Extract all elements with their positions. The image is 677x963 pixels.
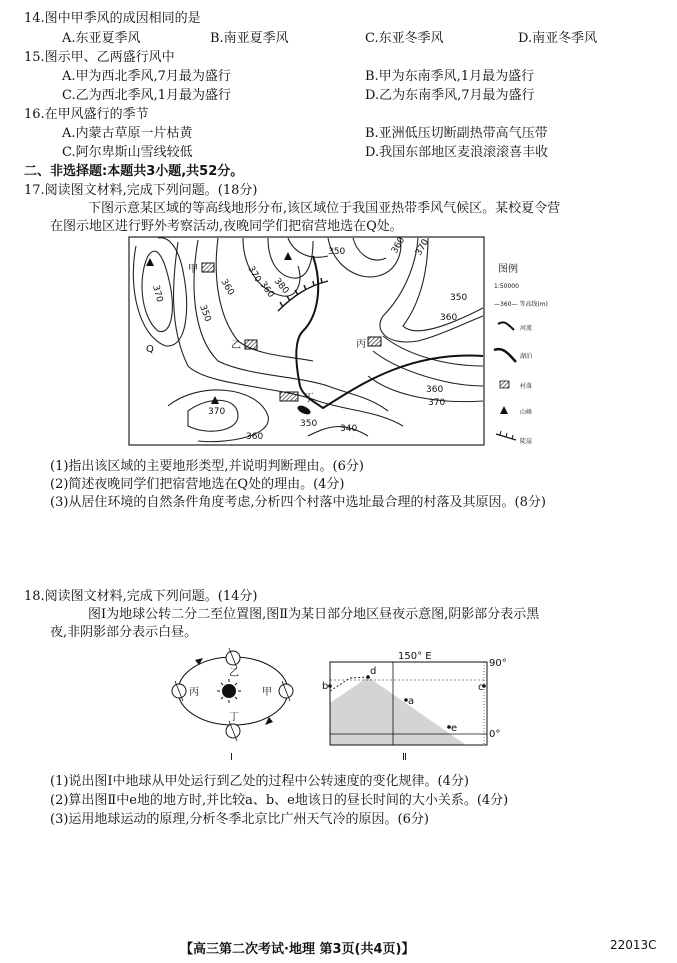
fig2-point-b: b bbox=[322, 681, 329, 692]
svg-text:350: 350 bbox=[197, 303, 213, 324]
orbit-label-ding: 丁 bbox=[229, 712, 239, 723]
legend-scale: 1:50000 bbox=[494, 283, 519, 290]
q17-intro-line1: 下图示意某区域的等高线地形分布,该区域位于我国亚热带季风气候区。某校夏令营 bbox=[88, 201, 561, 216]
q14-option-c: C.东亚冬季风 bbox=[365, 31, 444, 46]
contour-map bbox=[128, 236, 548, 448]
svg-text:360: 360 bbox=[246, 432, 264, 442]
q15-option-c: C.乙为西北季风,1月最为盛行 bbox=[62, 88, 232, 103]
legend-lake: 湖泊 bbox=[520, 353, 533, 360]
q15-option-a: A.甲为西北季风,7月最为盛行 bbox=[62, 69, 231, 84]
svg-text:350: 350 bbox=[328, 247, 346, 257]
q14-stem: 14.图中甲季风的成因相同的是 bbox=[24, 11, 201, 26]
legend-peak: 山峰 bbox=[520, 409, 533, 416]
map-label-ding: 丁 bbox=[304, 393, 314, 404]
fig2-lat90: 90° bbox=[489, 658, 507, 669]
fig2-longitude: 150° E bbox=[398, 651, 432, 662]
legend-cliff: 陡崖 bbox=[520, 438, 533, 445]
q14-option-d: D.南亚冬季风 bbox=[518, 31, 598, 46]
fig2-point-a: a bbox=[408, 696, 415, 707]
svg-text:340: 340 bbox=[340, 424, 358, 434]
svg-text:360: 360 bbox=[218, 277, 236, 298]
q17-sub1: (1)指出该区域的主要地形类型,并说明判断理由。(6分) bbox=[50, 459, 364, 474]
q18-sub3: (3)运用地球运动的原理,分析冬季北京比广州天气冷的原因。(6分) bbox=[50, 812, 429, 827]
fig2-point-d: d bbox=[370, 666, 377, 677]
q15-option-b: B.甲为东南季风,1月最为盛行 bbox=[365, 69, 535, 84]
orbit-label-jia: 甲 bbox=[262, 687, 272, 698]
map-label-jia: 甲 bbox=[188, 264, 198, 275]
svg-text:360: 360 bbox=[440, 313, 458, 323]
svg-text:380: 380 bbox=[271, 276, 291, 297]
q18-sub2: (2)算出图Ⅱ中e地的地方时,并比较a、b、e地该日的昼长时间的大小关系。(4分) bbox=[50, 793, 509, 808]
svg-text:360: 360 bbox=[426, 385, 444, 395]
q16-option-d: D.我国东部地区麦浪滚滚喜丰收 bbox=[365, 145, 549, 160]
svg-text:370: 370 bbox=[245, 264, 263, 285]
svg-text:370: 370 bbox=[413, 237, 432, 258]
orbit-caption: Ⅰ bbox=[230, 752, 233, 763]
legend-title: 图例 bbox=[498, 264, 518, 275]
q16-option-b: B.亚洲低压切断副热带高气压带 bbox=[365, 126, 548, 141]
section-heading: 二、非选择题:本题共3小题,共52分。 bbox=[24, 164, 244, 179]
map-label-q: Q bbox=[146, 344, 154, 355]
svg-text:370: 370 bbox=[428, 398, 446, 408]
svg-text:360: 360 bbox=[257, 279, 276, 300]
q15-stem: 15.图示甲、乙两盛行风中 bbox=[24, 50, 175, 65]
svg-text:370: 370 bbox=[208, 407, 226, 417]
q17-sub2: (2)简述夜晚同学们把宿营地选在Q处的理由。(4分) bbox=[50, 477, 345, 492]
fig2-point-e: e bbox=[451, 723, 458, 734]
map-label-yi: 乙 bbox=[231, 340, 241, 351]
q17-sub3: (3)从居住环境的自然条件角度考虑,分析四个村落中选址最合理的村落及其原因。(8分) bbox=[50, 495, 546, 510]
paper-code: 22013C bbox=[610, 938, 657, 952]
fig2-point-c: c bbox=[478, 682, 484, 693]
svg-text:350: 350 bbox=[300, 419, 318, 429]
orbit-label-yi: 乙 bbox=[229, 668, 239, 679]
q16-stem: 16.在甲风盛行的季节 bbox=[24, 107, 149, 122]
q17-stem: 17.阅读图文材料,完成下列问题。(18分) bbox=[24, 183, 258, 198]
page-footer: 【高三第二次考试·地理 第3页(共4页)】 bbox=[180, 942, 415, 957]
q18-intro-line1: 图Ⅰ为地球公转二分二至位置图,图Ⅱ为某日部分地区昼夜示意图,阴影部分表示黑 bbox=[88, 607, 540, 622]
fig2-lat0: 0° bbox=[489, 729, 501, 740]
svg-text:360: 360 bbox=[389, 236, 408, 256]
q18-intro-line2: 夜,非阴影部分表示白昼。 bbox=[50, 625, 198, 640]
fig2-caption: Ⅱ bbox=[402, 752, 407, 763]
q14-option-b: B.南亚夏季风 bbox=[210, 31, 289, 46]
map-label-bing: 丙 bbox=[356, 339, 366, 350]
q16-option-a: A.内蒙古草原一片枯黄 bbox=[62, 126, 193, 141]
legend-village: 村落 bbox=[520, 383, 533, 390]
q14-option-a: A.东亚夏季风 bbox=[62, 31, 141, 46]
figure-orbit bbox=[165, 645, 310, 765]
svg-text:370: 370 bbox=[150, 284, 165, 304]
legend-contour: —360— 等高线(m) bbox=[494, 301, 548, 308]
legend-river: 河流 bbox=[520, 325, 533, 332]
svg-text:350: 350 bbox=[450, 293, 468, 303]
q18-sub1: (1)说出图Ⅰ中地球从甲处运行到乙处的过程中公转速度的变化规律。(4分) bbox=[50, 774, 469, 789]
q16-option-c: C.阿尔卑斯山雪线较低 bbox=[62, 145, 193, 160]
figure-day-night bbox=[318, 645, 518, 765]
q17-intro-line2: 在图示地区进行野外考察活动,夜晚同学们把宿营地选在Q处。 bbox=[50, 219, 403, 234]
q15-option-d: D.乙为东南季风,7月最为盛行 bbox=[365, 88, 535, 103]
q18-stem: 18.阅读图文材料,完成下列问题。(14分) bbox=[24, 589, 258, 604]
orbit-label-bing: 丙 bbox=[189, 687, 199, 698]
